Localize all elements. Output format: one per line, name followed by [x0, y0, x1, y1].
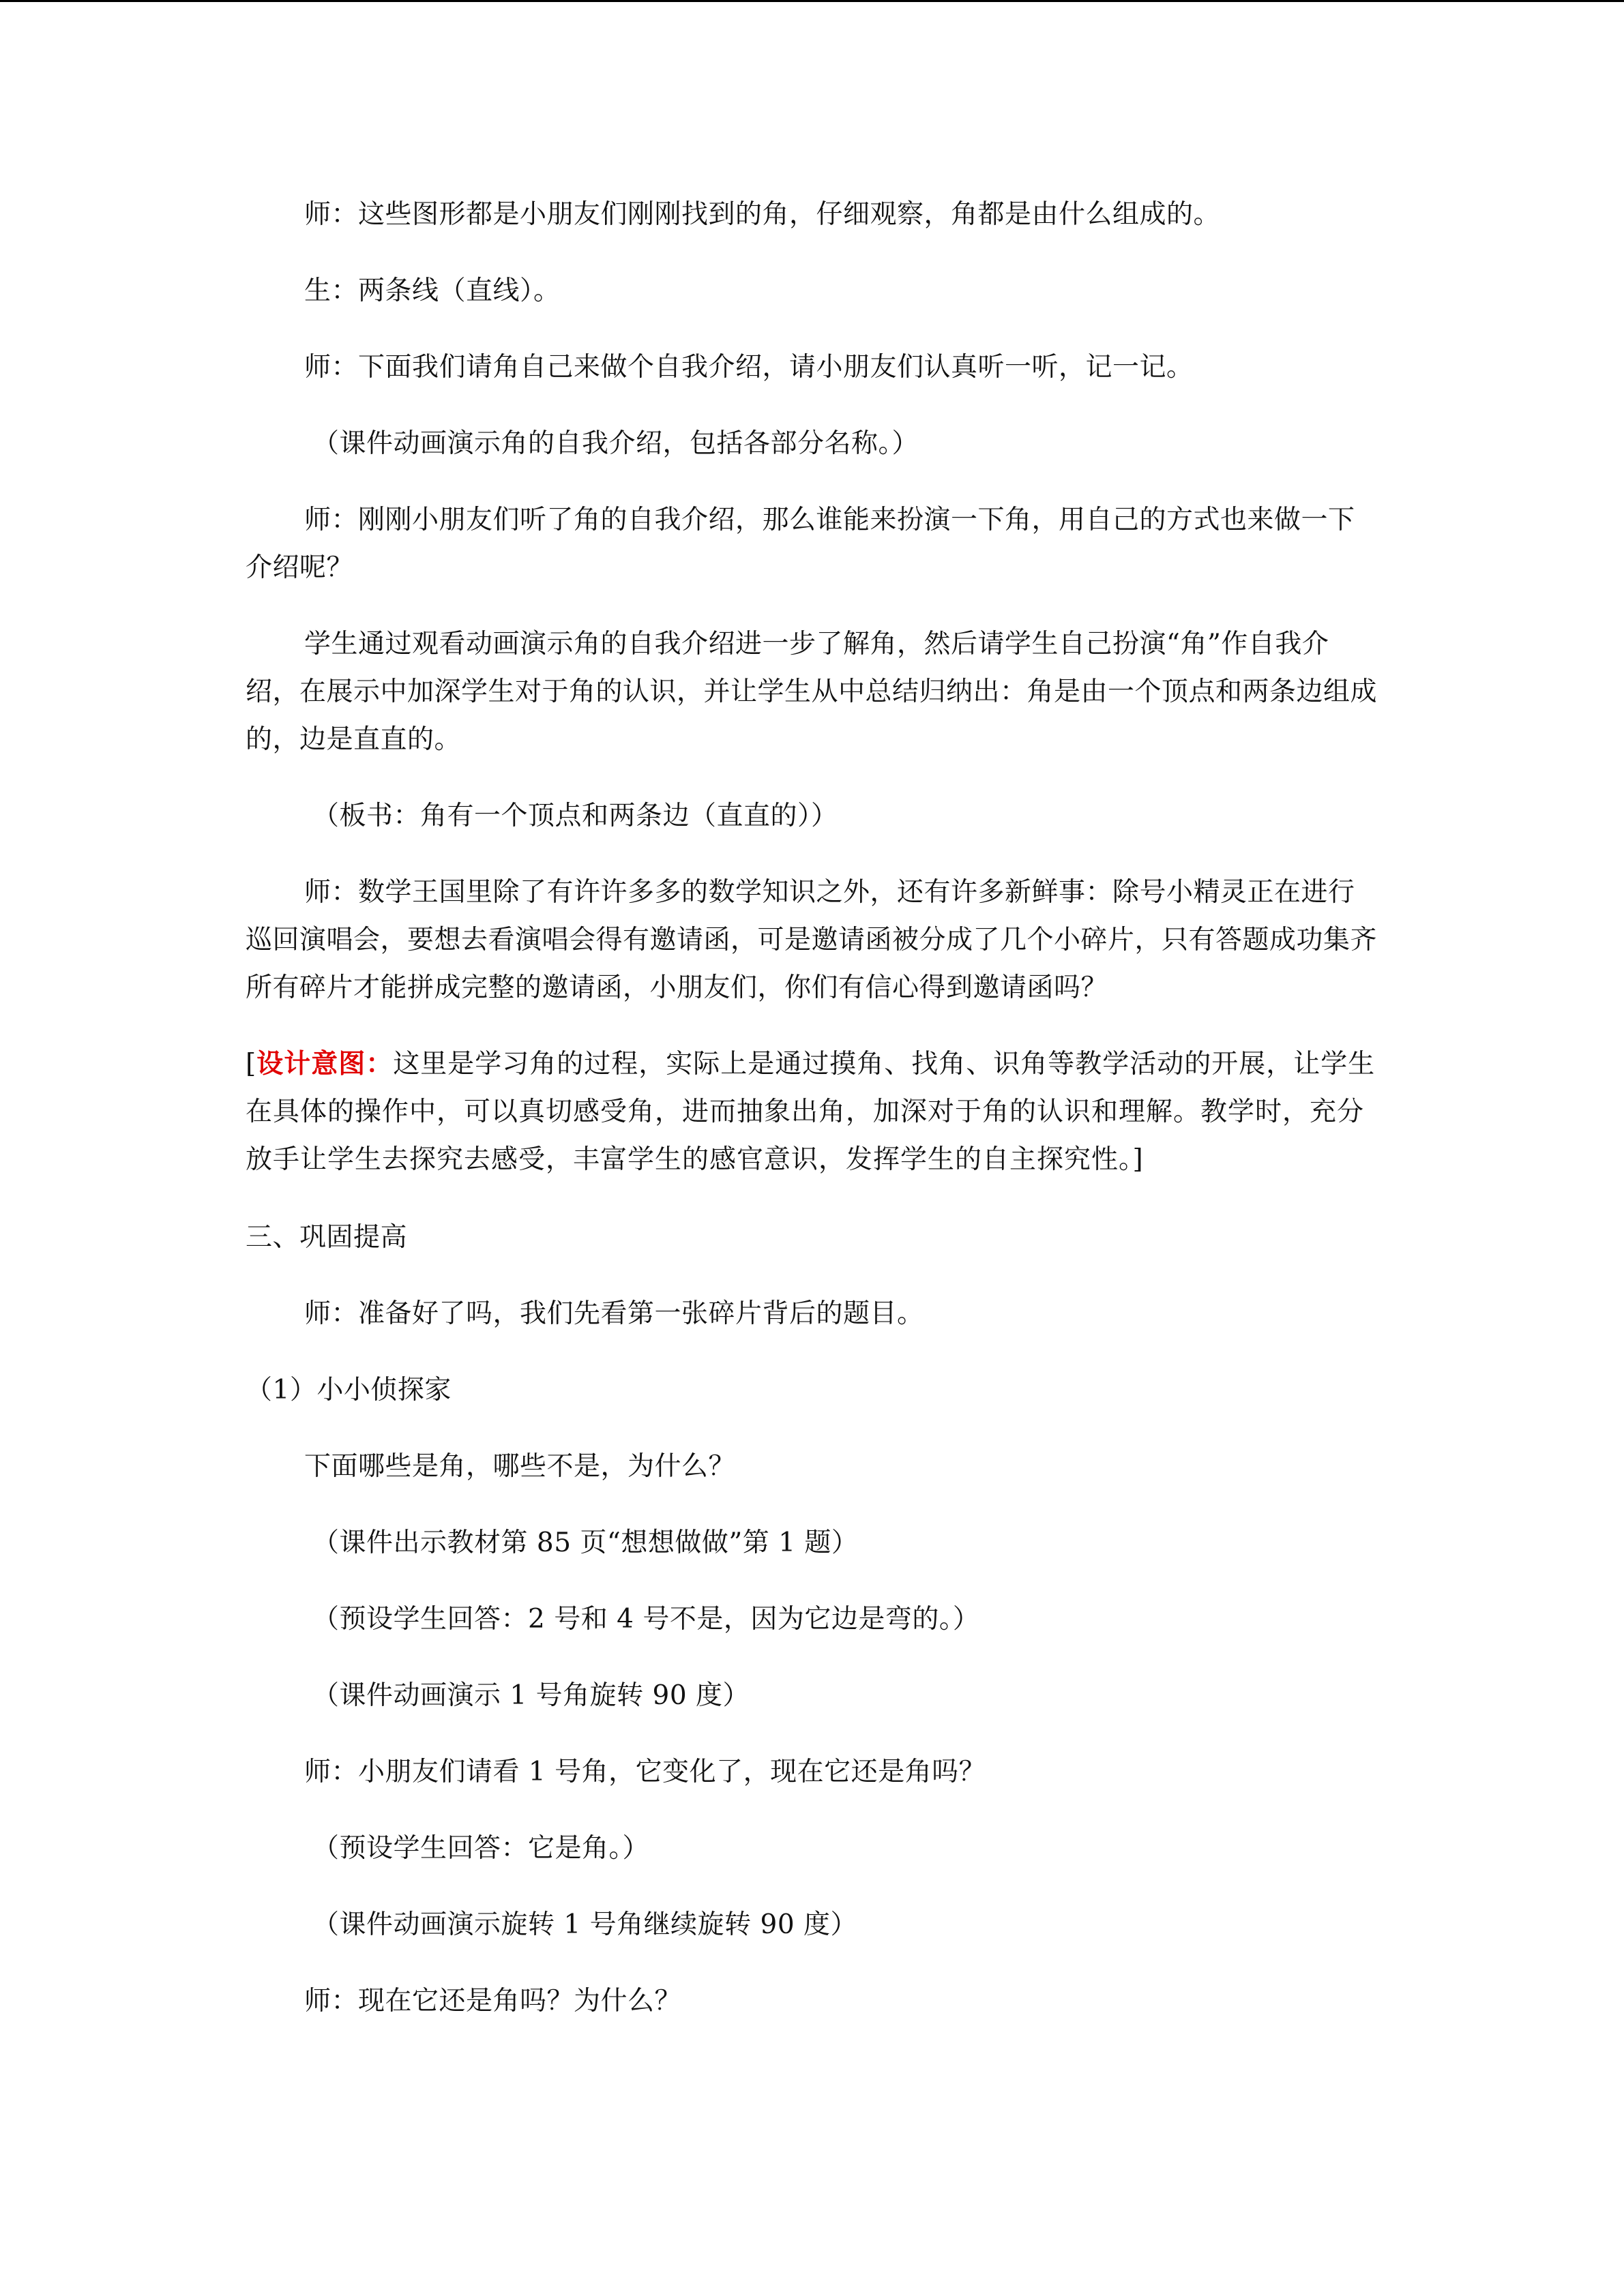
paragraph-teacher-ready: 师：准备好了吗，我们先看第一张碎片背后的题目。 — [304, 1298, 924, 1329]
paragraph-teacher-question-2: 师：小朋友们请看 1 号角，它变化了，现在它还是角吗？ — [304, 1757, 986, 1787]
paragraph-courseware-note-4: （课件动画演示旋转 1 号角继续旋转 90 度） — [312, 1909, 858, 1940]
paragraph-teacher-story: 师：数学王国里除了有许许多多的数学知识之外，还有许多新鲜事：除号小精灵正在进行巡回演唱会，要想去看演唱会得有邀请函，可是邀请函被分成了几个小碎片，只有答题成功集齐所有碎片才能拼成完整的邀请函，小朋友们，你们有信心得到邀请函吗？ — [246, 877, 1378, 1003]
paragraph-student-answer-1: 生：两条线（直线）。 — [304, 275, 561, 306]
design-intent-note — [246, 1040, 1378, 1184]
paragraph-student-activity: 学生通过观看动画演示角的自我介绍进一步了解角，然后请学生自己扮演“角”作自我介绍，在展示中加深学生对于角的认识，并让学生从中总结归纳出：角是由一个顶点和两条边组成的，边是直直的。 — [246, 629, 1378, 755]
design-note-label: 设计意图： — [256, 1048, 394, 1079]
paragraph-courseware-note-1: （课件动画演示角的自我介绍，包括各部分名称。） — [312, 428, 919, 459]
paragraph-courseware-note-3: （课件动画演示 1 号角旋转 90 度） — [312, 1680, 750, 1711]
paragraph-board-note: （板书：角有一个顶点和两条边（直直的）） — [312, 801, 838, 831]
subsection-heading: （1）小小侦探家 — [246, 1375, 452, 1405]
design-note-open-bracket: [ — [246, 1049, 257, 1079]
page-top-border — [0, 0, 1624, 2]
paragraph-teacher-question-3: 师：现在它还是角吗？为什么？ — [304, 1986, 682, 2016]
section-heading: 三、巩固提高 — [246, 1222, 408, 1253]
design-note-text: 这里是学习角的过程，实际上是通过摸角、找角、识角等教学活动的开展，让学生在具体的操作中，可以真切感受角，进而抽象出角，加深对于角的认识和理解。教学时，充分放手让学生去探究去感受，丰富学生的感官意识，发挥学生的自主探究性。 — [246, 1049, 1376, 1175]
design-note-close-bracket: ] — [1132, 1144, 1144, 1175]
paragraph-teacher-intro: 师：下面我们请角自己来做个自我介绍，请小朋友们认真听一听，记一记。 — [304, 352, 1194, 383]
paragraph-preset-answer-1: （预设学生回答：2 号和 4 号不是，因为它边是弯的。） — [312, 1604, 980, 1635]
paragraph-question: 下面哪些是角，哪些不是，为什么？ — [304, 1451, 736, 1482]
paragraph-teacher-roleplay: 师：刚刚小朋友们听了角的自我介绍，那么谁能来扮演一下角，用自己的方式也来做一下介绍呢？ — [246, 505, 1355, 583]
paragraph-courseware-note-2: （课件出示教材第 85 页“想想做做”第 1 题） — [312, 1527, 859, 1558]
paragraph-preset-answer-2: （预设学生回答：它是角。） — [312, 1833, 650, 1864]
paragraph-teacher-question-1: 师：这些图形都是小朋友们刚刚找到的角，仔细观察，角都是由什么组成的。 — [304, 199, 1221, 230]
